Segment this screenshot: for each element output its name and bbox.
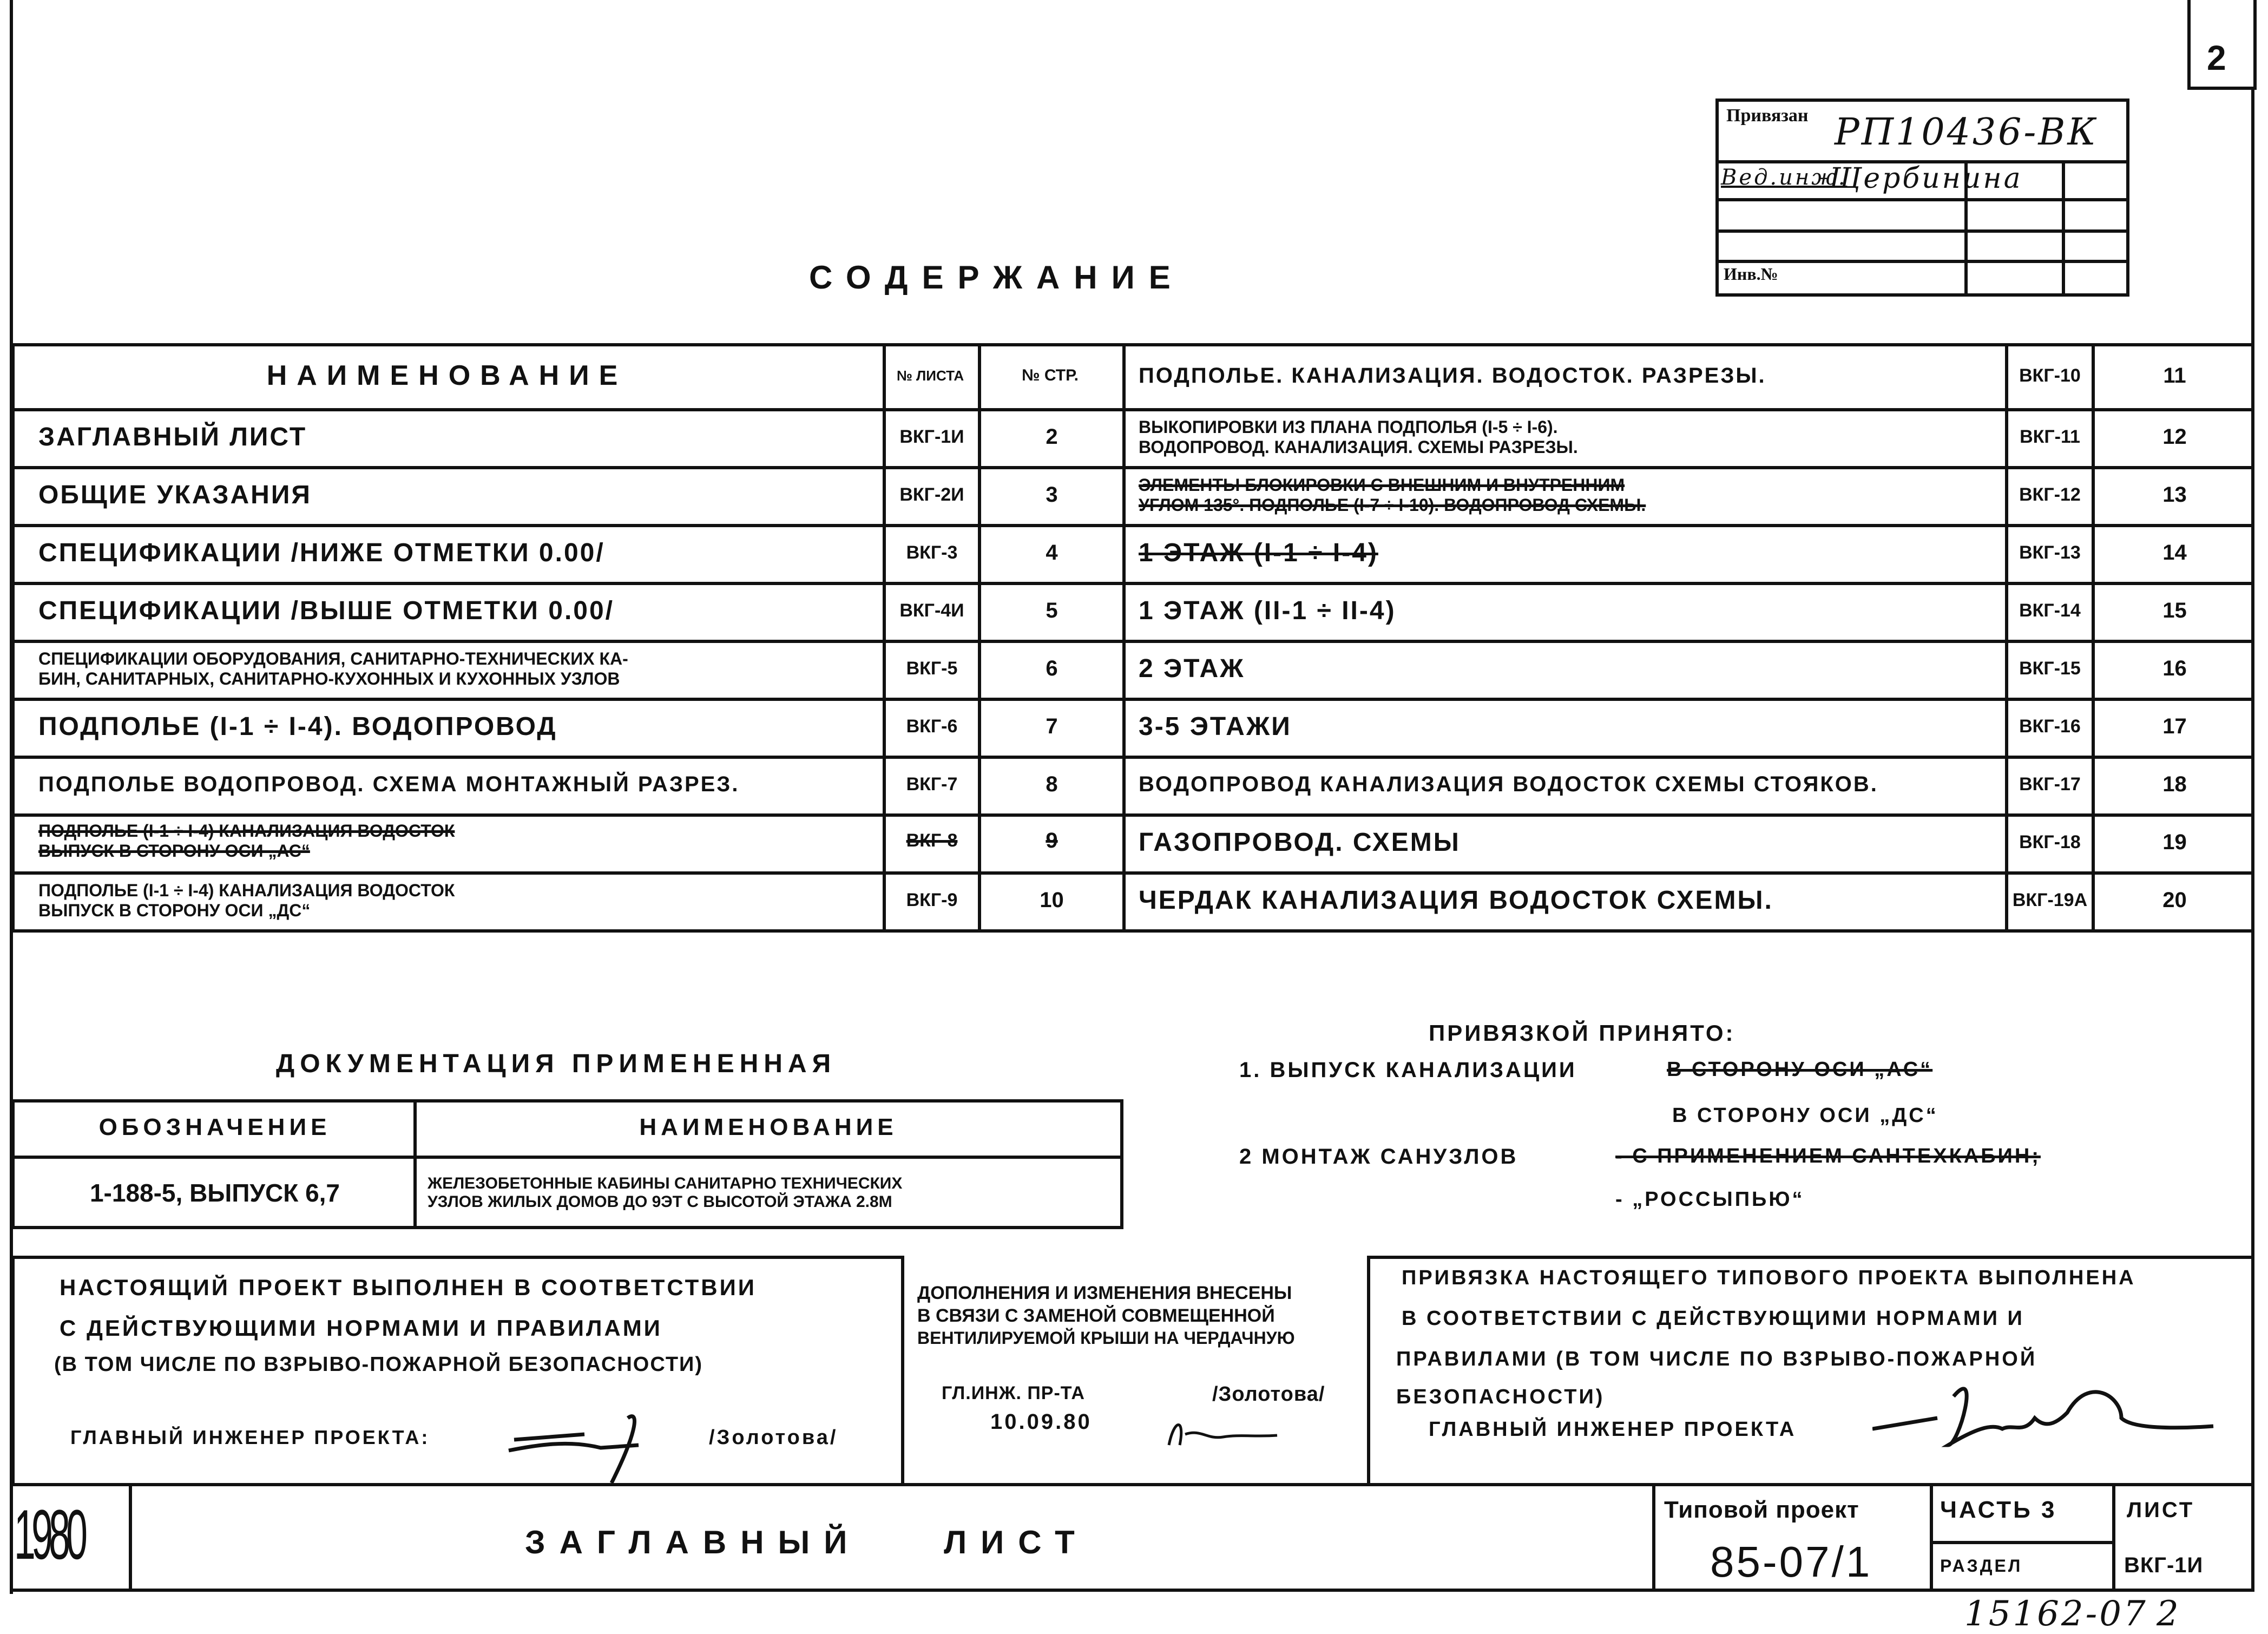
accepted-item2-struck: - С ПРИМЕНЕНИЕМ САНТЕХКАБИН; (1615, 1145, 2041, 1167)
entry-page: 18 (2162, 772, 2187, 796)
entry-name: СПЕЦИФИКАЦИИ /ВЫШЕ ОТМЕТКИ 0.00/ (38, 596, 615, 625)
page-title: СОДЕРЖАНИЕ (809, 259, 1185, 296)
entry-name: 2 ЭТАЖ (1139, 654, 1245, 683)
entry-name: ОБЩИЕ УКАЗАНИЯ (38, 481, 312, 509)
entry-sheet: ВКГ-19А (2012, 890, 2088, 910)
docs-header-code: ОБОЗНАЧЕНИЕ (98, 1114, 331, 1140)
entry-name: ПОДПОЛЬЕ (I-1 ÷ I-4). ВОДОПРОВОД (38, 712, 557, 741)
entry-sheet: ВКГ-7 (906, 774, 958, 795)
accepted-item2-value: - „РОССЫПЬЮ“ (1615, 1188, 1805, 1211)
entry-name: ВЫКОПИРОВКИ ИЗ ПЛАНА ПОДПОЛЬЯ (I-5 ÷ I-6). ВОДОПРОВОД. КАНАЛИЗАЦИЯ. СХЕМЫ РАЗРЕЗЫ. (1139, 417, 1578, 457)
note-left-line3: (В ТОМ ЧИСЛЕ ПО ВЗРЫВО-ПОЖАРНОЙ БЕЗОПАСНОСТИ) (54, 1353, 704, 1376)
entry-page: 6 (1046, 657, 1058, 680)
entry-page: 2 (1046, 425, 1058, 449)
project-label: Типовой проект (1664, 1497, 1859, 1523)
entry-name: ЭЛЕМЕНТЫ БЛОКИРОВКИ С ВНЕШНИМ И ВНУТРЕННИМ УГЛОМ 135°. ПОДПОЛЬЕ (I-7 ÷ I-10). ВОДОПРОВОД СХЕМЫ. (1139, 475, 1646, 515)
entry-sheet: ВКГ-3 (906, 542, 958, 563)
frame-bottom (10, 1589, 2254, 1592)
entry-name: ЧЕРДАК КАНАЛИЗАЦИЯ ВОДОСТОК СХЕМЫ. (1139, 886, 1773, 915)
note-right-line2: В СООТВЕТСТВИИ С ДЕЙСТВУЮЩИМИ НОРМАМИ И (1402, 1307, 2024, 1330)
entry-page: 11 (2163, 363, 2186, 388)
entry-page: 7 (1046, 714, 1058, 738)
docs-row-name: ЖЕЛЕЗОБЕТОННЫЕ КАБИНЫ САНИТАРНО ТЕХНИЧЕСКИХ УЗЛОВ ЖИЛЫХ ДОМОВ ДО 9ЭТ С ВЫСОТОЙ ЭТАЖА 2.8М (428, 1174, 903, 1211)
sheet-title: ЗАГЛАВНЫЙ ЛИСТ (525, 1524, 1089, 1560)
note-right-line4: БЕЗОПАСНОСТИ) (1396, 1386, 1605, 1408)
header-sheet: № ЛИСТА (896, 367, 964, 384)
entry-sheet: ВКГ-11 (2020, 426, 2080, 447)
entry-name: ГАЗОПРОВОД. СХЕМЫ (1139, 828, 1461, 857)
entry-name: ВОДОПРОВОД КАНАЛИЗАЦИЯ ВОДОСТОК СХЕМЫ СТОЯКОВ. (1139, 772, 1878, 796)
entry-page: 4 (1046, 541, 1058, 565)
note-left-signer-label: ГЛАВНЫЙ ИНЖЕНЕР ПРОЕКТА: (70, 1426, 430, 1448)
sheet-code: ВКГ-1И (2124, 1553, 2204, 1577)
accepted-item2-label: 2 МОНТАЖ САНУЗЛОВ (1239, 1145, 1518, 1169)
note-left-signer-name: /Золотова/ (709, 1426, 838, 1449)
entry-sheet: ВКГ-13 (2019, 542, 2081, 563)
footer-page: 2 (2157, 1594, 2181, 1634)
entry-sheet: ВКГ-10 (2019, 365, 2081, 386)
entry-sheet: ВКГ-4И (899, 600, 964, 621)
accepted-title: ПРИВЯЗКОЙ ПРИНЯТО: (1429, 1020, 1735, 1046)
stamp-privyazan-value: РП10436-ВК (1835, 111, 2098, 154)
stamp-privyazan-label: Привязан (1726, 106, 1809, 126)
note-right-signer-label: ГЛАВНЫЙ ИНЖЕНЕР ПРОЕКТА (1429, 1418, 1797, 1441)
note-right-line3: ПРАВИЛАМИ (В ТОМ ЧИСЛЕ ПО ВЗРЫВО-ПОЖАРНОЙ (1396, 1348, 2037, 1370)
entry-sheet: ВКГ-15 (2019, 658, 2081, 679)
stamp-ved-value: Щербинина (1829, 162, 2023, 195)
section-label: РАЗДЕЛ (1940, 1556, 2023, 1576)
entry-name: ПОДПОЛЬЕ (I-1 ÷ I-4) КАНАЛИЗАЦИЯ ВОДОСТОК ВЫПУСК В СТОРОНУ ОСИ „АС“ (38, 821, 455, 861)
note-mid-line1: ДОПОЛНЕНИЯ И ИЗМЕНЕНИЯ ВНЕСЕНЫ (917, 1283, 1292, 1303)
sheet-number: 2 (2207, 38, 2228, 77)
entry-sheet: ВКГ-14 (2019, 600, 2081, 621)
entry-sheet: ВКГ-1И (899, 426, 964, 447)
note-left-line1: НАСТОЯЩИЙ ПРОЕКТ ВЫПОЛНЕН В СООТВЕТСТВИИ (60, 1275, 757, 1300)
entry-page: 8 (1046, 772, 1058, 796)
accepted-item1-label: 1. ВЫПУСК КАНАЛИЗАЦИИ (1239, 1058, 1577, 1082)
header-page: № СТР. (1022, 366, 1079, 384)
entry-name: СПЕЦИФИКАЦИИ ОБОРУДОВАНИЯ, САНИТАРНО-ТЕХНИЧЕСКИХ КА- БИН, САНИТАРНЫХ, САНИТАРНО-КУХОННЫХ И КУХОННЫХ УЗЛОВ (38, 648, 628, 688)
note-left-line2: С ДЕЙСТВУЮЩИМИ НОРМАМИ И ПРАВИЛАМИ (60, 1315, 662, 1341)
entry-page: 10 (1040, 888, 1064, 912)
footer-code: 15162-07 (1964, 1594, 2148, 1634)
entry-sheet: ВКГ-18 (2019, 832, 2081, 852)
entry-page: 5 (1046, 599, 1058, 622)
project-number: 85-07/1 (1710, 1538, 1872, 1586)
header-name: НАИМЕНОВАНИЕ (266, 360, 628, 391)
entry-page: 17 (2162, 714, 2187, 738)
stamp-inv-label: Инв.№ (1724, 264, 1778, 284)
entry-page: 19 (2162, 830, 2187, 854)
stamp-ved-label: Вед.инж. (1721, 165, 1848, 190)
year: 1980 (14, 1495, 84, 1574)
entry-name: ЗАГЛАВНЫЙ ЛИСТ (38, 423, 307, 451)
entry-sheet: ВКГ-12 (2019, 484, 2081, 505)
part-label: ЧАСТЬ 3 (1940, 1497, 2057, 1523)
note-mid-signer-name: /Золотова/ (1212, 1383, 1325, 1406)
entry-page: 3 (1046, 483, 1058, 507)
entry-name: ПОДПОЛЬЕ (I-1 ÷ I-4) КАНАЛИЗАЦИЯ ВОДОСТОК ВЫПУСК В СТОРОНУ ОСИ „ДС“ (38, 880, 455, 920)
entry-sheet: ВКГ-9 (906, 890, 958, 910)
entry-name: ПОДПОЛЬЕ. КАНАЛИЗАЦИЯ. ВОДОСТОК. РАЗРЕЗЫ. (1139, 363, 1766, 388)
entry-name: ПОДПОЛЬЕ ВОДОПРОВОД. СХЕМА МОНТАЖНЫЙ РАЗРЕЗ. (38, 772, 740, 796)
docs-title: ДОКУМЕНТАЦИЯ ПРИМЕНЕННАЯ (276, 1049, 837, 1078)
signature-right (1872, 1364, 2219, 1461)
entry-page: 13 (2162, 483, 2187, 507)
entry-page: 9 (1046, 829, 1058, 853)
note-mid-line3: ВЕНТИЛИРУЕМОЙ КРЫШИ НА ЧЕРДАЧНУЮ (917, 1328, 1295, 1348)
entry-page: 16 (2162, 657, 2187, 680)
accepted-item1-struck: В СТОРОНУ ОСИ „АС“ (1667, 1058, 1933, 1081)
note-mid-date: 10.09.80 (990, 1410, 1092, 1434)
entry-name: 3-5 ЭТАЖИ (1139, 712, 1292, 741)
docs-header-name: НАИМЕНОВАНИЕ (639, 1114, 898, 1140)
entry-sheet: ВКГ-2И (899, 484, 964, 505)
accepted-item1-value: В СТОРОНУ ОСИ „ДС“ (1672, 1104, 1938, 1127)
entry-sheet: ВКГ-6 (906, 716, 958, 737)
entry-name: 1 ЭТАЖ (II-1 ÷ II-4) (1139, 596, 1396, 625)
entry-page: 14 (2162, 541, 2187, 565)
entry-page: 20 (2162, 888, 2187, 912)
entry-page: 15 (2162, 599, 2187, 622)
docs-row-code: 1-188-5, ВЫПУСК 6,7 (89, 1179, 340, 1207)
sheet-label: ЛИСТ (2127, 1498, 2195, 1522)
note-mid-line2: В СВЯЗИ С ЗАМЕНОЙ СОВМЕЩЕННОЙ (917, 1305, 1275, 1326)
entry-sheet: ВКГ-17 (2019, 774, 2081, 795)
entry-name: СПЕЦИФИКАЦИИ /НИЖЕ ОТМЕТКИ 0.00/ (38, 539, 605, 567)
signature-mid (1158, 1407, 1299, 1456)
entry-sheet: ВКГ-8 (906, 830, 958, 851)
note-right-line1: ПРИВЯЗКА НАСТОЯЩЕГО ТИПОВОГО ПРОЕКТА ВЫПОЛНЕНА (1402, 1266, 2136, 1289)
entry-sheet: ВКГ-5 (906, 658, 958, 679)
entry-name: 1 ЭТАЖ (I-1 ÷ I-4) (1139, 539, 1378, 567)
signature-left (503, 1407, 676, 1488)
entry-sheet: ВКГ-16 (2019, 716, 2081, 737)
note-mid-signer-label: ГЛ.ИНЖ. ПР-ТА (942, 1383, 1085, 1403)
entry-page: 12 (2162, 425, 2187, 449)
